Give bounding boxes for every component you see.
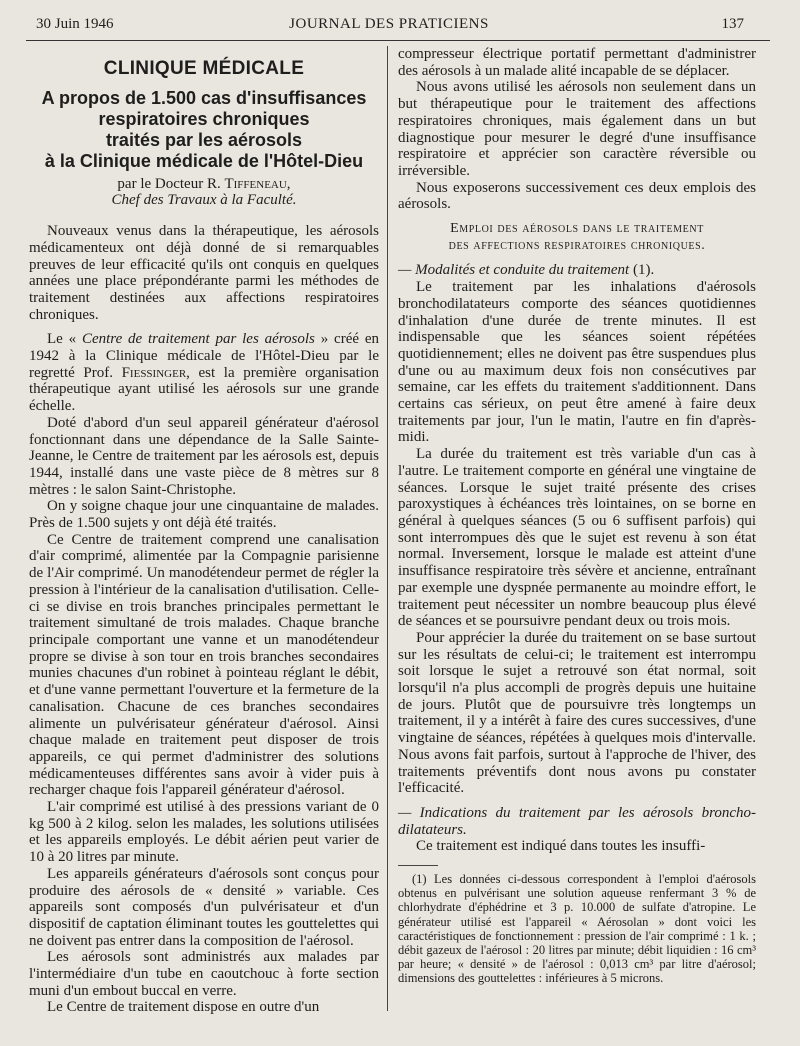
footnote-rule (398, 865, 438, 866)
footnote-text: (1) Les données ci-dessous correspondent à l'emploi d'aérosols obtenus en pulvérisant une solution aqueuse renfermant 3 % de chlorhydrate d'éphédrine et 3 p. 10.000 de sulfate d'atropine. Le générateur utilisé est l'appareil « Aérosolan » dont voici les caractéristiques de fonctionnement : pression de l'air comprimé : 1 k. ; débit gazeux de l'aérosol : 20 litres par minute; débit liquidien : 16 cm³ par heure; « densité » de l'aérosol : 0,013 cm³ par litre d'aérosol; dimensions des gouttelettes : inférieures à 5 microns. (398, 872, 756, 986)
footnote (398, 872, 756, 986)
paragraph: La durée du traitement est très variable d'un cas à l'autre. Le traitement comporte en général une vingtaine de séances. Lorsque le sujet traité présente des crises paroxystiques à échéances très lointaines, on se borne en général à quelques séances (5 ou 6 suffisent parfois) qui sont interrompues dès que le sujet est revenu à son état normal. Inversement, lorsque le malade est atteint d'une insuffisance respiratoire très sévère et ancienne, entraînant par exemple une dyspnée permanente au moindre effort, le traitement peut nécessiter un nombre beaucoup plus élevé de séances et se poursuivre pendant deux ou trois mois. (398, 446, 756, 630)
author-prefix: par le Docteur R. (117, 175, 225, 192)
article-title (29, 88, 379, 172)
page-header (26, 16, 752, 38)
paragraph: Doté d'abord d'un seul appareil générateur d'aérosol fonctionnant dans une dépendance de la Salle Sainte-Jeanne, le Centre de traitement par les aérosols est, depuis 1944, installé dans une vaste pièce de 8 mètres sur 8 mètres : le salon Saint-Christophe. (29, 414, 379, 498)
paragraph: Le Centre de traitement dispose en outre d'un (47, 999, 320, 1016)
paragraph: Les appareils générateurs d'aérosols sont conçus pour produire des aérosols de « densité » variable. Ces appareils sont composés d'un pulvérisateur et d'un dispositif de captation éliminant toutes les gouttelettes qui ne doivent pas entrer dans la composition de l'aérosol. (29, 865, 379, 949)
paragraph (29, 331, 379, 415)
right-column (398, 46, 756, 986)
author-name: Tiffeneau, (224, 175, 291, 192)
subsection-heading (398, 221, 756, 254)
paragraph: Ce Centre de traitement comprend une canalisation d'air comprimé, alimentée par la Compagnie parisienne de l'Air comprimé. Un manodétendeur permet de régler la pression à l'intérieur de la canalisation d'utilisation. Celle-ci se divise en trois branches principales permettant le traitement simultané de trois malades. Chaque branche principale comportant une vanne et un manodétendeur propre se divise à son tour en trois branches secondaires munies chacunes d'un robinet à pointeau réglant le débit, et d'une vanne permettant l'ouverture et la fermeture de la canalisation. Chacune de ces branches secondaires alimente un pulvérisateur générateur d'aérosol. Ainsi chaque malade en traitement peut disposer de trois appareils, ce qui permet d'administrer des solutions médicamenteuses différentes sans avoir à vider puis à recharger chaque fois l'appareil générateur d'aérosol. (29, 531, 379, 799)
section-title: CLINIQUE MÉDICALE (103, 58, 305, 79)
header-rule (26, 40, 770, 41)
article-title-line: A propos de 1.500 cas d'insuffisances (41, 87, 367, 108)
text-run: Le « (47, 331, 82, 348)
article-title-line: à la Clinique médicale de l'Hôtel-Dieu (44, 150, 364, 171)
text-run: » créé en 1942 à la Clinique médicale de l'Hôtel-Dieu par le regretté Prof. (29, 331, 379, 381)
paragraph: Nous exposerons successivement ces deux emplois des aérosols. (398, 179, 756, 213)
article-author (29, 176, 379, 193)
paragraph: Le traitement par les inhalations d'aérosols bronchodilatateurs comporte des séances quotidiennes d'inhalation d'une durée de trente minutes. Il est indispensable que les séances soient répétées quotidiennement; elles ne doivent pas être suspendues plus d'une ou au maximum deux fois non consécutives par semaine, car les effets du traitement s'additionnent. Dans certains cas sérieux, on peut être amené à faire deux traitements par jour, l'un le matin, l'autre en fin d'après-midi. (398, 279, 756, 446)
page-number: 137 (721, 16, 744, 32)
paragraph: Ce traitement est indiqué dans toutes les insuffi- (416, 838, 706, 855)
text-run: , est la première organisation thérapeutique ayant utilisé les aérosols sur une grande échelle. (29, 364, 379, 415)
paragraph: L'air comprimé est utilisé à des pressions variant de 0 kg 500 à 2 kilog. selon les malades, les solutions utilisées et les appareils employés. Le débit aérien peut varier de 10 à 20 litres par minute. (29, 799, 379, 866)
paragraph: Les aérosols sont administrés aux malades par l'intermédiaire d'un tube en caoutchouc à forte section muni d'un embout buccal en verre. (29, 949, 379, 999)
journal-title: JOURNAL DES PRATICIENS (289, 16, 489, 32)
subheading-modalites (398, 262, 756, 279)
issue-date: 30 Juin 1946 (36, 16, 114, 32)
centre-name: Centre de traitement par les aérosols (81, 331, 315, 348)
subheading-text: — Modalités et conduite du traitement (398, 262, 630, 279)
subsection-heading-line: Emploi des aérosols dans le traitement (450, 221, 704, 237)
subheading-indications: — Indications du traitement par les aérosols broncho-dilatateurs. (398, 804, 756, 838)
paragraph: Nouveaux venus dans la thérapeutique, les aérosols médicamenteux ont déjà donné de si remarquables preuves de leur efficacité qu'ils ont conquis en quelques années une place prépondérante parmi les méthodes de traitement destinées aux affections respiratoires chroniques. (29, 223, 379, 323)
paragraph: Nous avons utilisé les aérosols non seulement dans un but thérapeutique pour le traitement des affections respiratoires chroniques, mais également dans un but diagnostique pour mesurer le degré d'une insuffisance respiratoire et apprécier son caractère réversible ou irréversible. (398, 79, 756, 179)
professor-name: Fiessinger (121, 364, 187, 381)
article-title-line: traités par les aérosols (105, 129, 303, 150)
paragraph: compresseur électrique portatif permettant d'administrer des aérosols à un malade alité incapable de se déplacer. (398, 46, 756, 79)
subsection-heading-line: des affections respiratoires chroniques. (448, 237, 706, 253)
column-divider (387, 46, 388, 1011)
paragraph: Pour apprécier la durée du traitement on se base surtout sur les résultats de celui-ci; le traitement est interrompu soit lorsque le sujet a retrouvé son état normal, soit lorsqu'il n'a plus accompli de progrès depuis une huitaine de jours. Plutôt que de poursuivre très longtemps un traitement, il y a intérêt à faire des cures successives, d'une vingtaine de séances, répétées à quelques mois d'intervalle. Nous avons fait parfois, surtout à l'approche de l'hiver, des traitements préventifs dont nous avons pu constater l'efficacité. (398, 629, 756, 797)
left-column (29, 46, 379, 1016)
footnote-ref: (1). (629, 262, 655, 279)
author-role: Chef des Travaux à la Faculté. (111, 192, 297, 209)
article-title-line: respiratoires chroniques (98, 108, 310, 129)
paragraph: On y soigne chaque jour une cinquantaine de malades. Près de 1.500 sujets y ont déjà été traités. (29, 498, 379, 532)
